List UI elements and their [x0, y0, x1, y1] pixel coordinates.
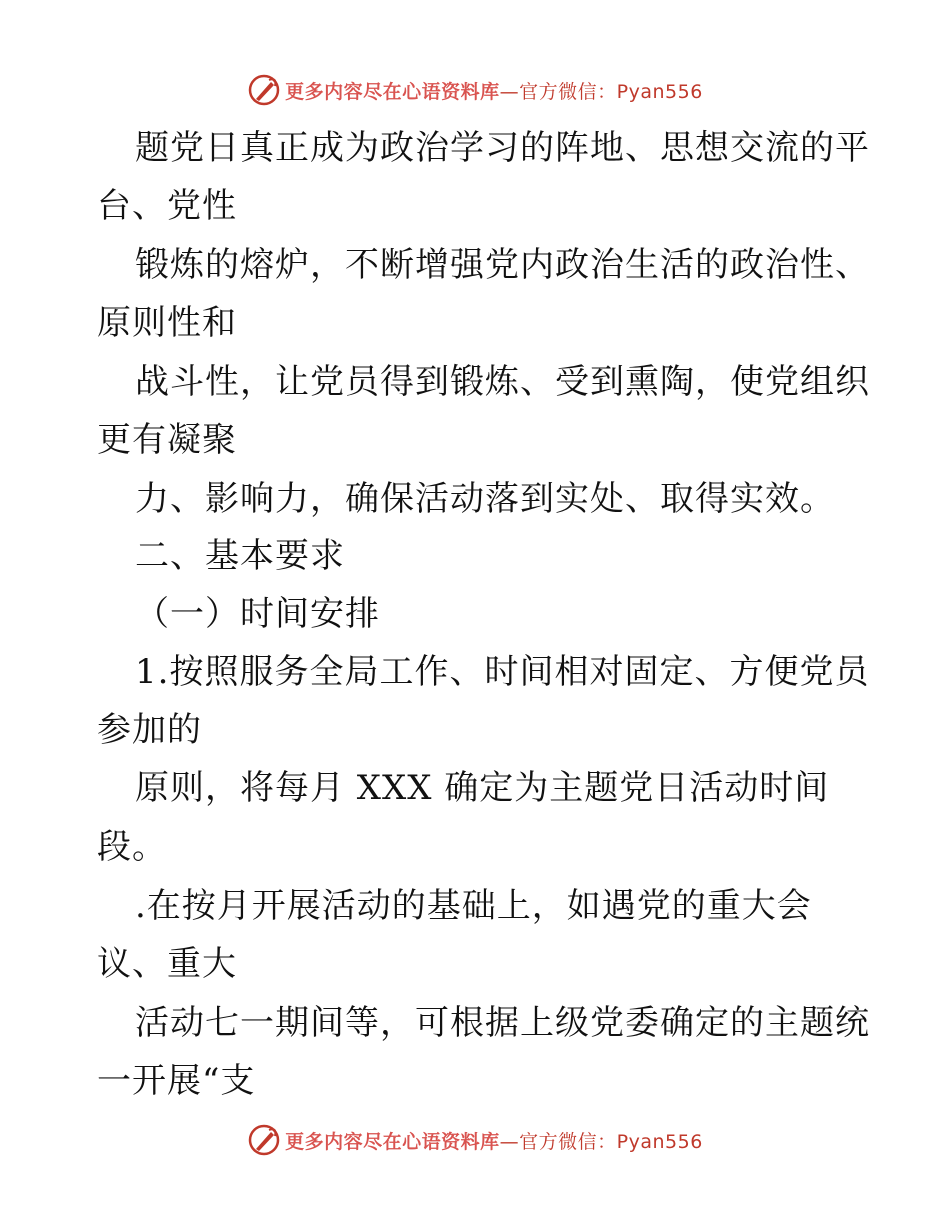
- text-line: 段。: [97, 827, 167, 867]
- watermark-suffix: —官方微信：Pyan556: [499, 80, 703, 103]
- text-line: 台、党性: [97, 186, 237, 226]
- text-line: 题党日真正成为政治学习的阵地、思想交流的平: [135, 128, 870, 168]
- header-watermark: [0, 70, 950, 110]
- subsection-heading: （一）时间安排: [135, 594, 380, 634]
- text-line: 议、重大: [97, 944, 237, 984]
- text-line: 活动七一期间等，可根据上级党委确定的主题统: [135, 1003, 870, 1043]
- watermark-brand: 更多内容尽在心语资料库: [285, 1130, 500, 1153]
- text-line: 战斗性，让党员得到锻炼、受到熏陶，使党组织: [135, 362, 870, 402]
- quill-logo-icon: [247, 73, 281, 107]
- watermark-suffix: —官方微信：Pyan556: [499, 1130, 703, 1153]
- watermark-brand: 更多内容尽在心语资料库: [285, 80, 500, 103]
- text-line: 力、影响力，确保活动落到实处、取得实效。: [135, 479, 835, 519]
- text-line: 原则，将每月 XXX 确定为主题党日活动时间: [135, 768, 830, 808]
- text-line: 锻炼的熔炉，不断增强党内政治生活的政治性、: [135, 245, 870, 285]
- text-line: 更有凝聚: [97, 420, 237, 460]
- text-line: 参加的: [97, 710, 202, 750]
- text-line: 原则性和: [97, 303, 237, 343]
- text-line: 1.按照服务全局工作、时间相对固定、方便党员: [135, 652, 870, 692]
- footer-watermark: [0, 1120, 950, 1160]
- quill-logo-icon: [247, 1123, 281, 1157]
- text-line: 一开展“支: [97, 1061, 256, 1101]
- section-heading: 二、基本要求: [135, 536, 345, 576]
- text-line: .在按月开展活动的基础上，如遇党的重大会: [135, 886, 812, 926]
